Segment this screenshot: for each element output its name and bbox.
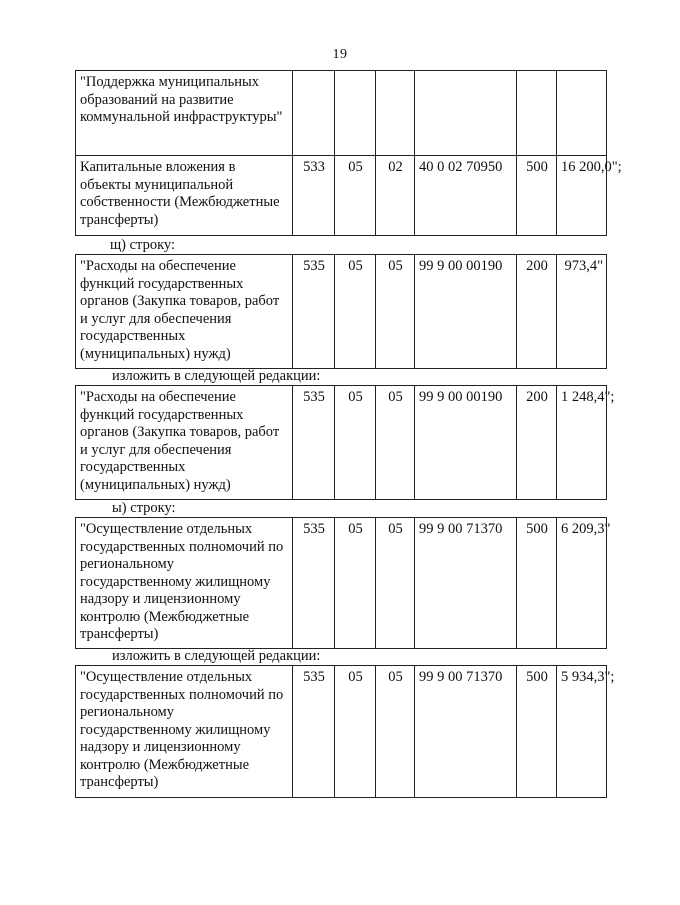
cell-csr: 40 0 02 70950: [415, 156, 517, 236]
budget-table-2: [75, 254, 607, 369]
cell-sum: [557, 71, 607, 156]
cell-pr: 05: [376, 255, 415, 369]
instruction-y: ы) строку:: [112, 500, 176, 516]
table-row: [76, 386, 607, 500]
cell-vr: 200: [517, 255, 557, 369]
table-row: [76, 71, 607, 156]
cell-vr: 500: [517, 666, 557, 798]
cell-vr: 500: [517, 518, 557, 649]
cell-csr: [415, 71, 517, 156]
cell-grbs: 533: [293, 156, 335, 236]
table-row: [76, 666, 607, 798]
cell-sum: 973,4": [557, 255, 607, 369]
cell-rz: 05: [335, 518, 376, 649]
cell-pr: 05: [376, 386, 415, 500]
cell-vr: [517, 71, 557, 156]
cell-rz: [335, 71, 376, 156]
budget-table-1: [75, 70, 622, 236]
page-number: 19: [332, 47, 348, 62]
cell-pr: 05: [376, 666, 415, 798]
cell-grbs: [293, 71, 335, 156]
cell-grbs: 535: [293, 386, 335, 500]
cell-csr: 99 9 00 00190: [415, 255, 517, 369]
cell-sum: 16 200,0";: [557, 156, 607, 236]
budget-table-4: [75, 517, 611, 649]
instruction-replace-1: изложить в следующей редакции:: [112, 368, 321, 384]
cell-csr: 99 9 00 71370: [415, 518, 517, 649]
instruction-shch: щ) строку:: [110, 237, 175, 253]
cell-name: "Осуществление отдельных государственных полномочий по региональному государственному жилищному надзору и лицензионному контролю (Межбюджетные трансферты): [76, 666, 293, 798]
cell-pr: [376, 71, 415, 156]
cell-grbs: 535: [293, 666, 335, 798]
cell-name: "Расходы на обеспечение функций государственных органов (Закупка товаров, работ и услуг для обеспечения государственных (муниципальных) нужд): [76, 255, 293, 369]
cell-rz: 05: [335, 156, 376, 236]
cell-rz: 05: [335, 255, 376, 369]
cell-name: "Осуществление отдельных государственных полномочий по региональному государственному жилищному надзору и лицензионному контролю (Межбюджетные трансферты): [76, 518, 293, 649]
cell-grbs: 535: [293, 255, 335, 369]
cell-pr: 02: [376, 156, 415, 236]
cell-sum: 1 248,4";: [557, 386, 607, 500]
cell-name: Капитальные вложения в объекты муниципальной собственности (Межбюджетные трансферты): [76, 156, 293, 236]
cell-rz: 05: [335, 666, 376, 798]
cell-pr: 05: [376, 518, 415, 649]
table-row: [76, 518, 607, 649]
budget-table-3: [75, 385, 615, 500]
instruction-replace-2: изложить в следующей редакции:: [112, 648, 321, 664]
cell-rz: 05: [335, 386, 376, 500]
cell-name: "Расходы на обеспечение функций государственных органов (Закупка товаров, работ и услуг для обеспечения государственных (муниципальных) нужд): [76, 386, 293, 500]
cell-csr: 99 9 00 71370: [415, 666, 517, 798]
cell-sum: 6 209,3": [557, 518, 607, 649]
cell-vr: 200: [517, 386, 557, 500]
cell-grbs: 535: [293, 518, 335, 649]
cell-csr: 99 9 00 00190: [415, 386, 517, 500]
table-row: [76, 156, 607, 236]
table-row: [76, 255, 607, 369]
cell-vr: 500: [517, 156, 557, 236]
cell-sum: 5 934,3";: [557, 666, 607, 798]
cell-name: "Поддержка муниципальных образований на развитие коммунальной инфраструктуры": [76, 71, 293, 156]
budget-table-5: [75, 665, 615, 798]
